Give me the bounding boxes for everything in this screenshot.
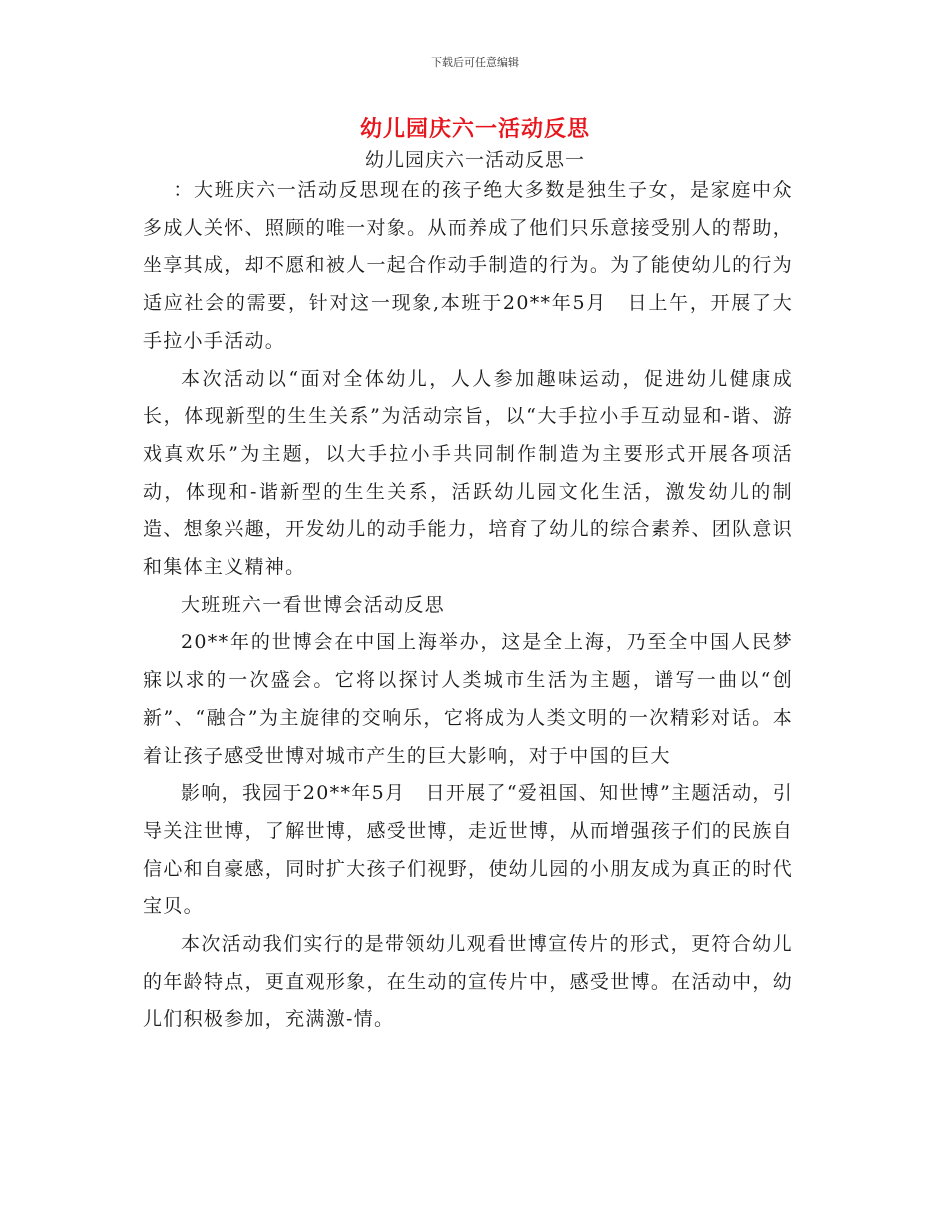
document-title: 幼儿园庆六一活动反思 [359, 117, 590, 142]
paragraph-expo-reflection: 本次活动我们实行的是带领幼儿观看世博宣传片的形式，更符合幼儿的年龄特点，更直观形象，在生动的宣传片中，感受世博。在活动中，幼儿们积极参加，充满激-情。 [143, 933, 793, 1031]
paragraph-expo-intro: 20**年的世博会在中国上海举办，这是全上海，乃至全中国人民梦寐以求的一次盛会。它将以探讨人类城市生活为主题，谱写一曲以“创新”、“融合”为主旋律的交响乐，它将成为人类文明的一次精彩对话。本着让孩子感受世博对城市产生的巨大影响，对于中国的巨大 [143, 631, 793, 767]
header-note: 下载后可任意编辑 [431, 56, 519, 69]
document-subtitle: 幼儿园庆六一活动反思一 [364, 149, 585, 171]
paragraph-intro: ：大班庆六一活动反思现在的孩子绝大多数是独生子女，是家庭中众多成人关怀、照顾的唯一对象。从而养成了他们只乐意接受别人的帮助，坐享其成，却不愿和被人一起合作动手制造的行为。为了能使幼儿的行为适应社会的需要，针对这一现象,本班于20**年5月 日上午，开展了大手拉小手活动。 [143, 179, 793, 352]
section-heading-expo: 大班班六一看世博会活动反思 [181, 593, 445, 616]
document-body [143, 172, 793, 1039]
paragraph-expo-activity: 影响，我园于20**年5月 日开展了“爱祖国、知世博”主题活动，引导关注世博，了解世博，感受世博，走近世博，从而增强孩子们的民族自信心和自豪感，同时扩大孩子们视野，使幼儿园的小朋友成为真正的时代宝贝。 [143, 782, 793, 918]
paragraph-activity-purpose: 本次活动以“面对全体幼儿，人人参加趣味运动，促进幼儿健康成长，体现新型的生生关系”为活动宗旨，以“大手拉小手互动显和-谐、游戏真欢乐”为主题，以大手拉小手共同制作制造为主要形式开展各项活动，体现和-谐新型的生生关系，活跃幼儿园文化生活，激发幼儿的制造、想象兴趣，开发幼儿的动手能力，培育了幼儿的综合素养、团队意识和集体主义精神。 [143, 367, 793, 579]
